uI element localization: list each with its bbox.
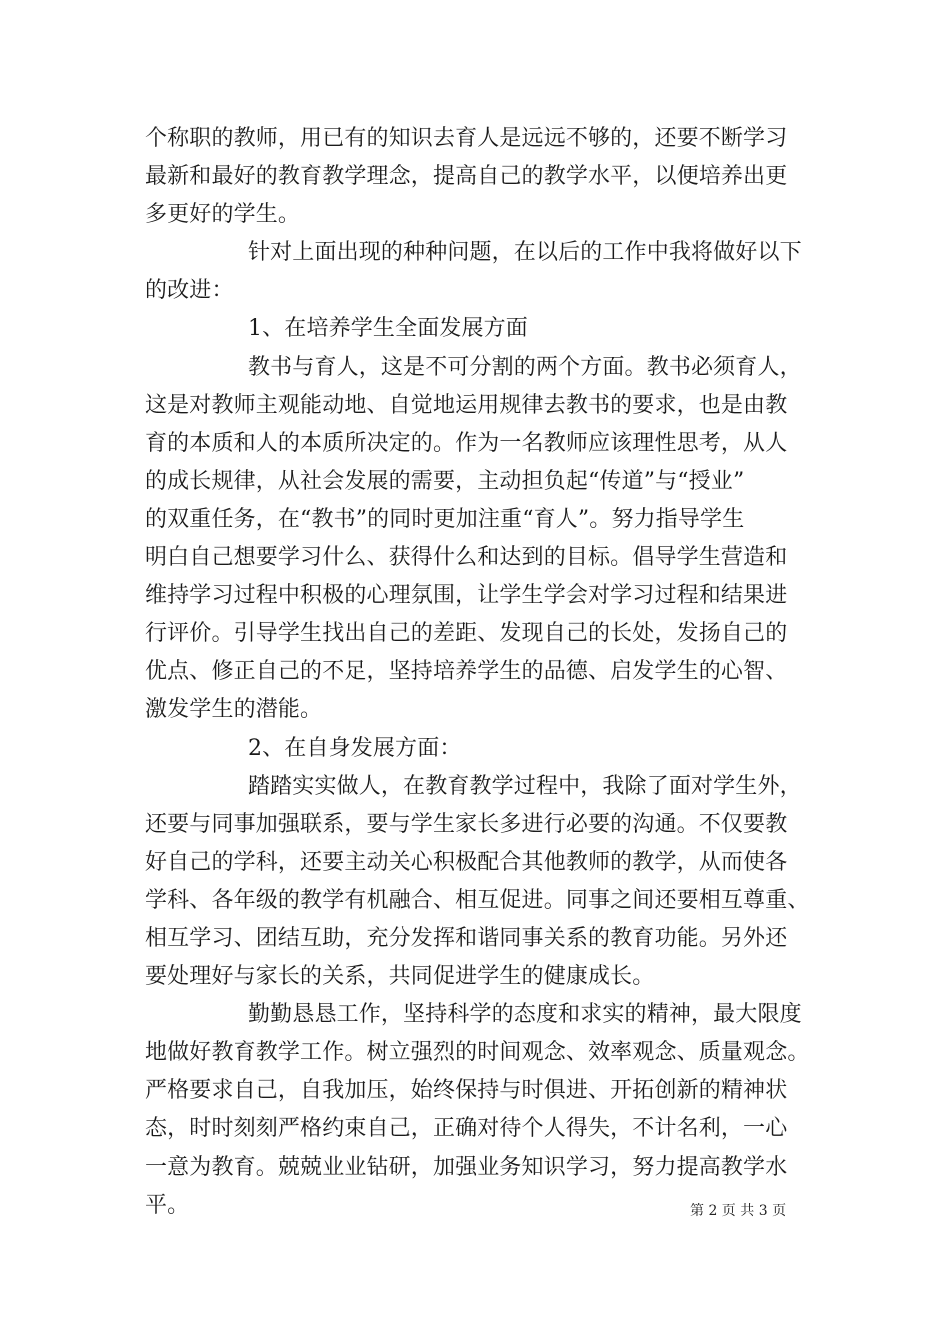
text-line: 学科、各年级的教学有机融合、相互促进。同事之间还要相互尊重、: [145, 887, 810, 913]
text-line: 严格要求自己，自我加压，始终保持与时俱进、开拓创新的精神状: [145, 1078, 788, 1104]
text-line: 的双重任务，在“教书”的同时更加注重“育人”。努力指导学生: [145, 506, 745, 532]
text-line: 个称职的教师，用已有的知识去育人是远远不够的，还要不断学习: [145, 126, 788, 151]
section-heading: 1、在培养学生全面发展方面: [248, 316, 528, 342]
text-line: 最新和最好的教育教学理念，提高自己的教学水平，以便培养出更: [145, 164, 788, 190]
text-line: 明白自己想要学习什么、获得什么和达到的目标。倡导学生营造和: [145, 545, 788, 571]
text-line: 多更好的学生。: [145, 202, 301, 228]
text-line: 的改进：: [145, 278, 234, 304]
paragraph-start: 踏踏实实做人，在教育教学过程中，我除了面对学生外，: [248, 773, 802, 799]
text-line: 还要与同事加强联系，要与学生家长多进行必要的沟通。不仅要教: [145, 811, 788, 837]
text-line: 一意为教育。兢兢业业钻研，加强业务知识学习，努力提高教学水: [145, 1154, 788, 1180]
text-line: 的成长规律，从社会发展的需要，主动担负起“传道”与“授业”: [145, 468, 745, 494]
paragraph-start: 教书与育人，这是不可分割的两个方面。教书必须育人，: [248, 354, 802, 380]
text-line: 相互学习、团结互助，充分发挥和谐同事关系的教育功能。另外还: [145, 925, 788, 951]
paragraph-start: 勤勤恳恳工作，坚持科学的态度和求实的精神，最大限度: [248, 1002, 802, 1028]
text-line: 育的本质和人的本质所决定的。作为一名教师应该理性思考，从人: [145, 430, 788, 456]
text-line: 行评价。引导学生找出自己的差距、发现自己的长处，发扬自己的: [145, 621, 788, 647]
text-line: 态，时时刻刻严格约束自己，正确对待个人得失，不计名利，一心: [145, 1116, 788, 1142]
text-line: 维持学习过程中积极的心理氛围，让学生学会对学习过程和结果进: [145, 583, 788, 609]
text-line: 要处理好与家长的关系，共同促进学生的健康成长。: [145, 964, 655, 990]
section-heading: 2、在自身发展方面：: [248, 735, 462, 761]
text-line: 优点、修正自己的不足，坚持培养学生的品德、启发学生的心智、: [145, 659, 788, 685]
text-line: 好自己的学科，还要主动关心积极配合其他教师的教学，从而使各: [145, 849, 788, 875]
text-line: 地做好教育教学工作。树立强烈的时间观念、效率观念、质量观念。: [145, 1040, 810, 1066]
text-line: 平。: [145, 1192, 190, 1218]
text-line: 这是对教师主观能动地、自觉地运用规律去教书的要求，也是由教: [145, 392, 788, 418]
document-body: [145, 120, 810, 1225]
text-line: 激发学生的潜能。: [145, 697, 323, 723]
page-number: 第 2 页 共 3 页: [690, 1203, 787, 1219]
paragraph-start: 针对上面出现的种种问题，在以后的工作中我将做好以下: [248, 240, 802, 266]
